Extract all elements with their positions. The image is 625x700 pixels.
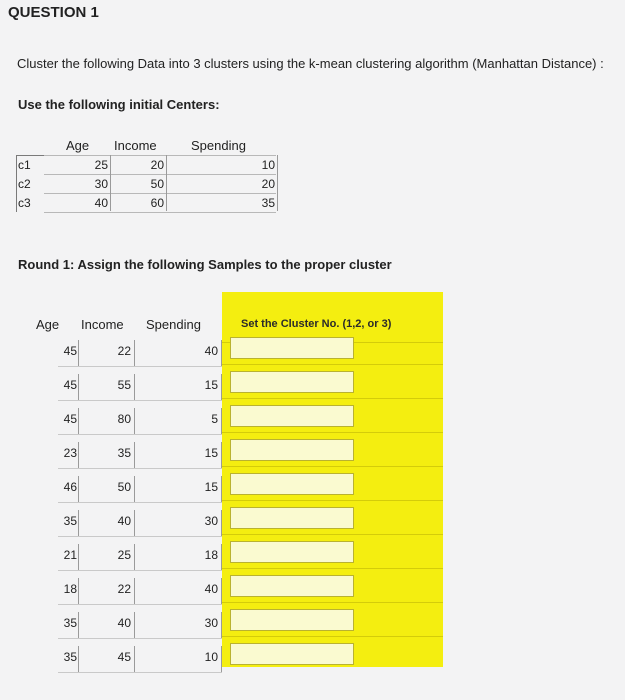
sample-age: 21 [63, 548, 77, 562]
sample-income: 35 [117, 446, 131, 460]
samples-header-age: Age [36, 317, 60, 332]
grid-line [222, 432, 443, 433]
centers-header-age: Age [66, 138, 90, 153]
sample-income: 22 [117, 582, 131, 596]
grid-line [134, 442, 135, 468]
grid-line [134, 646, 135, 672]
grid-line [78, 340, 79, 366]
grid-line [222, 500, 443, 501]
grid-line [58, 366, 222, 367]
grid-line [78, 408, 79, 434]
grid-line [222, 602, 443, 603]
sample-spending: 18 [204, 548, 218, 562]
sample-spending: 30 [204, 514, 218, 528]
center-age: 40 [94, 196, 108, 210]
grid-line [222, 568, 443, 569]
grid-line [78, 578, 79, 604]
centers-heading: Use the following initial Centers: [18, 97, 220, 112]
sample-income: 22 [117, 344, 131, 358]
center-label: c2 [18, 177, 31, 191]
grid-line [44, 155, 276, 156]
sample-age: 45 [63, 412, 77, 426]
sample-income: 40 [117, 616, 131, 630]
round-heading: Round 1: Assign the following Samples to the proper cluster [18, 257, 392, 272]
cluster-answer-input[interactable] [230, 507, 354, 529]
center-spending: 10 [261, 158, 275, 172]
grid-line [166, 155, 167, 211]
sample-income: 40 [117, 514, 131, 528]
answer-header: Set the Cluster No. (1,2, or 3) [241, 318, 392, 330]
center-label: c3 [18, 196, 31, 210]
cluster-answer-input[interactable] [230, 337, 354, 359]
grid-line [78, 612, 79, 638]
sample-spending: 15 [204, 446, 218, 460]
sample-spending: 10 [204, 650, 218, 664]
centers-header-income: Income [114, 138, 157, 153]
grid-line [134, 476, 135, 502]
grid-line [221, 544, 222, 570]
grid-line [58, 570, 222, 571]
grid-line [44, 212, 276, 213]
grid-line [221, 510, 222, 536]
center-spending: 20 [261, 177, 275, 191]
samples-header-income: Income [81, 317, 124, 332]
cluster-answer-input[interactable] [230, 541, 354, 563]
grid-line [58, 468, 222, 469]
grid-line [58, 502, 222, 503]
sample-spending: 5 [211, 412, 218, 426]
grid-line [58, 672, 222, 673]
centers-header-spending: Spending [191, 138, 246, 153]
sample-age: 45 [63, 344, 77, 358]
sample-spending: 40 [204, 582, 218, 596]
sample-age: 35 [63, 514, 77, 528]
center-age: 30 [94, 177, 108, 191]
sample-spending: 30 [204, 616, 218, 630]
grid-line [78, 544, 79, 570]
answer-column [222, 292, 443, 667]
grid-line [221, 442, 222, 468]
cluster-answer-input[interactable] [230, 371, 354, 393]
grid-line [221, 374, 222, 400]
grid-line [134, 578, 135, 604]
grid-line [134, 612, 135, 638]
grid-line [78, 476, 79, 502]
grid-line [221, 578, 222, 604]
grid-line [222, 398, 443, 399]
grid-line [58, 536, 222, 537]
center-label: c1 [18, 158, 31, 172]
grid-line [222, 534, 443, 535]
grid-line [221, 408, 222, 434]
grid-line [221, 612, 222, 638]
grid-line [58, 604, 222, 605]
sample-income: 25 [117, 548, 131, 562]
grid-line [44, 193, 276, 194]
cluster-answer-input[interactable] [230, 405, 354, 427]
cluster-answer-input[interactable] [230, 439, 354, 461]
grid-line [78, 510, 79, 536]
grid-line [221, 340, 222, 366]
center-age: 25 [94, 158, 108, 172]
grid-line [221, 646, 222, 672]
grid-line [134, 544, 135, 570]
grid-line [110, 155, 111, 211]
sample-income: 45 [117, 650, 131, 664]
cluster-answer-input[interactable] [230, 473, 354, 495]
sample-age: 23 [63, 446, 77, 460]
center-income: 20 [150, 158, 164, 172]
grid-line [134, 374, 135, 400]
samples-header-spending: Spending [146, 317, 201, 332]
grid-line [58, 638, 222, 639]
grid-line [221, 476, 222, 502]
grid-line [58, 400, 222, 401]
grid-line [222, 636, 443, 637]
sample-income: 80 [117, 412, 131, 426]
sample-income: 50 [117, 480, 131, 494]
instruction-text: Cluster the following Data into 3 clusters using the k-mean clustering algorithm (Manhattan Distance) : [17, 56, 604, 71]
centers-table [16, 137, 278, 213]
grid-line [134, 408, 135, 434]
grid-line [78, 442, 79, 468]
sample-spending: 15 [204, 378, 218, 392]
center-income: 50 [150, 177, 164, 191]
grid-line [134, 340, 135, 366]
sample-spending: 40 [204, 344, 218, 358]
sample-income: 55 [117, 378, 131, 392]
sample-spending: 15 [204, 480, 218, 494]
grid-line [277, 155, 278, 211]
grid-line [78, 646, 79, 672]
cluster-answer-input[interactable] [230, 609, 354, 631]
grid-line [44, 174, 276, 175]
sample-age: 18 [63, 582, 77, 596]
question-title: QUESTION 1 [8, 4, 99, 21]
sample-age: 35 [63, 650, 77, 664]
grid-line [78, 374, 79, 400]
sample-age: 35 [63, 616, 77, 630]
grid-line [222, 364, 443, 365]
cluster-answer-input[interactable] [230, 643, 354, 665]
grid-line [134, 510, 135, 536]
center-spending: 35 [261, 196, 275, 210]
cluster-answer-input[interactable] [230, 575, 354, 597]
center-income: 60 [150, 196, 164, 210]
grid-line [58, 434, 222, 435]
grid-line [222, 466, 443, 467]
sample-age: 45 [63, 378, 77, 392]
sample-age: 46 [63, 480, 77, 494]
